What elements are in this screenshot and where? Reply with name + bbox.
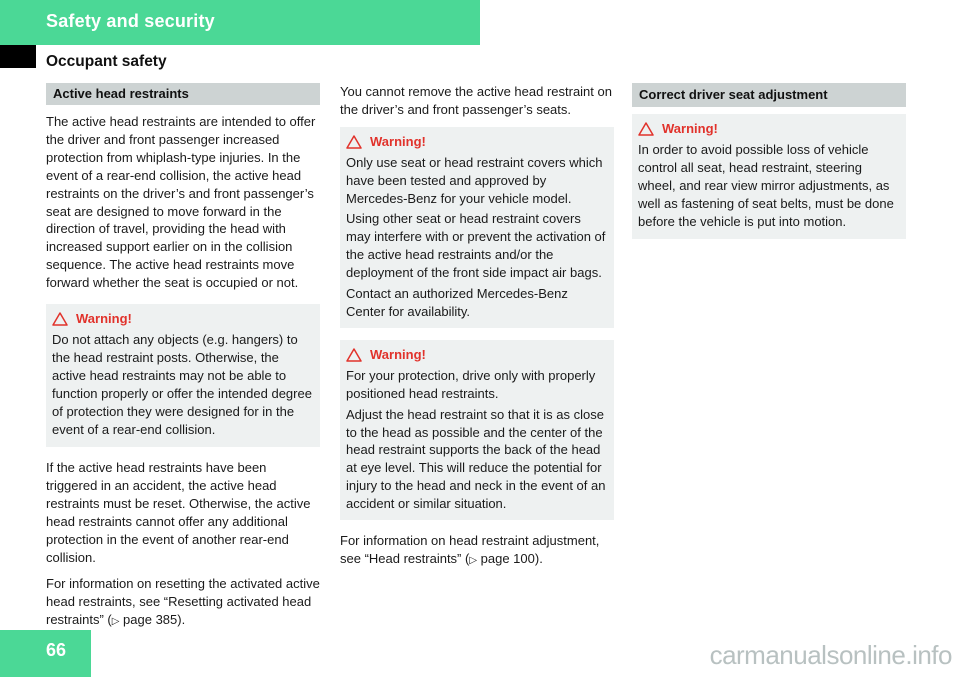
warning-title-text: Warning! (76, 311, 132, 327)
watermark-text: carmanualsonline.info (709, 640, 952, 670)
column-1 (46, 83, 320, 639)
warning-text: Only use seat or head restraint covers which have been tested and approved by Mercedes-Benz for your vehicle model. (346, 154, 603, 206)
page-number: 66 (46, 640, 67, 660)
warning-box (46, 304, 320, 447)
warning-text: Contact an authorized Mercedes-Benz Center for availability. (346, 286, 568, 319)
warning-text: Do not attach any objects (e.g. hangers) to the head restraint posts. Otherwise, the active head restraints may not be able to function properly or offer the intended degree of protection they were designed for in the event of a rear-end collision. (52, 331, 312, 437)
column-3 (632, 83, 906, 249)
reference-page: page 100). (477, 550, 543, 566)
warning-title (638, 120, 900, 138)
warning-text: Using other seat or head restraint covers may interfere with or prevent the activation of the active head restraints and/or the deployment of the front side impact air bags. (346, 211, 606, 281)
reference-text: For information on resetting the activated active head restraints, see “Resetting activated head restraints” ( (46, 575, 320, 627)
warning-triangle-icon (52, 312, 68, 326)
page-reference-arrow-icon: ▷ (111, 615, 120, 627)
warning-triangle-icon (346, 135, 362, 149)
warning-text: In order to avoid possible loss of vehicle control all seat, head restraint, steering wheel, and rear view mirror adjustments, as well as fastening of seat belts, must be done before the vehicle is put into motion. (638, 141, 894, 229)
reference-text: For information on head restraint adjustment, see “Head restraints” ( (340, 533, 600, 566)
paragraph: You cannot remove the active head restraint on the driver’s and front passenger’s seats. (340, 84, 612, 117)
warning-title-text: Warning! (662, 121, 718, 136)
chapter-title: Safety and security (46, 11, 215, 31)
warning-box (632, 114, 906, 239)
warning-text: Adjust the head restraint so that it is as close to the head as possible and the center of the head restraint supports the back of the head at eye level. This will reduce the potential for injury to the head and neck in the event of an accident or similar situation. (346, 406, 606, 512)
warning-box (340, 127, 614, 328)
warning-title (346, 346, 608, 364)
reference-page: page 385). (119, 611, 186, 627)
section-heading-correct-driver-seat-adjustment: Correct driver seat adjustment (632, 83, 906, 107)
section-title: Occupant safety (46, 53, 167, 70)
warning-text: For your protection, drive only with properly positioned head restraints. (346, 367, 596, 401)
paragraph: The active head restraints are intended to offer the driver and front passenger increased protection from whiplash-type injuries. In the event of a rear-end collision, the active head restraints on the driver’s and front passenger’s seat are designed to move forward in the direction of travel, providing the head with increased support earlier on in the collision sequence. The active head restraints move forward whether the seat is occupied or not. (46, 114, 316, 291)
section-heading-active-head-restraints: Active head restraints (46, 83, 320, 105)
paragraph-page-reference (46, 575, 320, 631)
warning-title (52, 310, 314, 328)
section-tab-marker (0, 45, 36, 68)
warning-title-text: Warning! (370, 346, 426, 362)
paragraph: If the active head restraints have been triggered in an accident, the active head restraints must be reset. Otherwise, the active head restraints cannot offer any additional protection in the event of another rear-end collision. (46, 460, 311, 565)
warning-box (340, 340, 614, 520)
paragraph-page-reference (340, 532, 614, 570)
warning-title (346, 133, 608, 151)
warning-triangle-icon (346, 348, 362, 362)
column-2 (340, 83, 614, 578)
page-reference-arrow-icon: ▷ (469, 554, 478, 566)
warning-triangle-icon (638, 122, 654, 136)
warning-title-text: Warning! (370, 133, 426, 149)
